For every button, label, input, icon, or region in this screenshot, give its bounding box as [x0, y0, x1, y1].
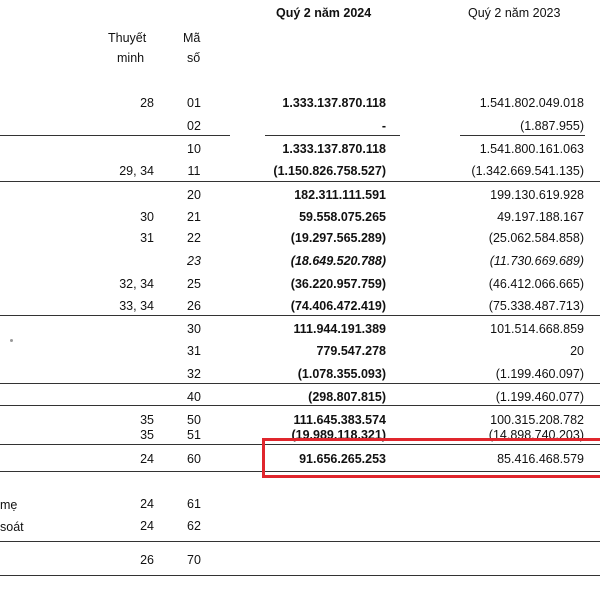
row-value-2023: 20 — [570, 344, 584, 358]
left-fragment-me: mẹ — [0, 498, 18, 512]
row-note: 29, 34 — [119, 164, 154, 178]
table-row — [0, 319, 600, 339]
row-code: 02 — [187, 119, 201, 133]
row-value-2023: 101.514.668.859 — [490, 322, 584, 336]
header-thuyet-minh-line2: minh — [117, 51, 145, 65]
table-row — [0, 364, 600, 384]
table-row — [0, 207, 600, 227]
row-note: 24 — [140, 497, 154, 511]
row-value-2024: 1.333.137.870.118 — [282, 96, 386, 110]
table-row — [0, 116, 600, 136]
row-value-2023: (14.898.740.203) — [488, 428, 584, 442]
row-value-2023: 100.315.208.782 — [490, 413, 584, 427]
row-value-2023: (1.199.460.097) — [495, 367, 584, 381]
table-row — [0, 251, 600, 271]
row-value-2023: 1.541.800.161.063 — [479, 142, 584, 156]
row-value-2024: - — [381, 119, 386, 133]
row-value-2024: 779.547.278 — [316, 344, 386, 358]
row-code: 21 — [187, 210, 201, 224]
row-code: 40 — [187, 390, 201, 404]
row-code: 62 — [187, 519, 201, 533]
row-value-2023: (1.199.460.077) — [495, 390, 584, 404]
row-code: 60 — [187, 452, 201, 466]
row-code: 26 — [187, 299, 201, 313]
subtotal-underline — [265, 135, 400, 136]
row-note: 28 — [140, 96, 154, 110]
divider-line — [0, 135, 230, 136]
divider-line — [0, 383, 600, 384]
header-thuyet-minh-line1: Thuyết — [108, 31, 147, 45]
divider-line — [0, 575, 600, 576]
row-code: 32 — [187, 367, 201, 381]
divider-line — [0, 405, 600, 406]
row-code: 25 — [187, 277, 201, 291]
row-value-2023: (46.412.066.665) — [488, 277, 584, 291]
row-code: 11 — [187, 164, 201, 178]
row-value-2023: 49.197.188.167 — [497, 210, 584, 224]
scan-speck — [10, 339, 13, 342]
table-row — [0, 139, 600, 159]
row-code: 70 — [187, 553, 201, 567]
table-row — [0, 341, 600, 361]
row-code: 20 — [187, 188, 201, 202]
row-value-2023: 85.416.468.579 — [497, 452, 584, 466]
row-note: 30 — [140, 210, 154, 224]
subtotal-underline — [265, 181, 400, 182]
divider-line — [0, 541, 600, 542]
subtotal-underline — [460, 181, 585, 182]
row-note: 26 — [140, 553, 154, 567]
row-code: 30 — [187, 322, 201, 336]
row-note: 35 — [140, 428, 154, 442]
row-value-2024: 182.311.111.591 — [294, 188, 386, 202]
table-row — [0, 274, 600, 294]
row-note: 35 — [140, 413, 154, 427]
row-value-2024: 91.656.265.253 — [299, 452, 386, 466]
row-note: 24 — [140, 452, 154, 466]
highlight-box — [262, 438, 600, 478]
table-row — [0, 387, 600, 407]
header-ma-so-line1: Mã — [183, 31, 201, 45]
row-code: 01 — [187, 96, 201, 110]
row-value-2023: 1.541.802.049.018 — [479, 96, 584, 110]
row-value-2024: (36.220.957.759) — [290, 277, 386, 291]
table-row — [0, 228, 600, 248]
divider-line — [0, 315, 600, 316]
row-value-2024: (19.297.565.289) — [290, 231, 386, 245]
row-value-2023: (1.887.955) — [520, 119, 584, 133]
row-value-2024: (18.649.520.788) — [290, 254, 386, 268]
row-note: 24 — [140, 519, 154, 533]
row-value-2024: (298.807.815) — [308, 390, 386, 404]
row-value-2024: 1.333.137.870.118 — [282, 142, 386, 156]
row-code: 22 — [187, 231, 201, 245]
row-value-2024: (1.150.826.758.527) — [273, 164, 386, 178]
row-value-2024: (74.406.472.419) — [290, 299, 386, 313]
left-fragment-soat: soát — [0, 520, 24, 534]
row-code: 61 — [187, 497, 201, 511]
row-value-2023: (25.062.584.858) — [488, 231, 584, 245]
subtotal-underline — [460, 135, 585, 136]
table-row — [0, 516, 600, 536]
row-note: 33, 34 — [119, 299, 154, 313]
row-value-2023: (11.730.669.689) — [489, 254, 584, 268]
row-value-2023: 199.130.619.928 — [490, 188, 584, 202]
row-value-2024: 111.944.191.389 — [293, 322, 386, 336]
row-value-2024: (19.989.118.321) — [291, 428, 386, 442]
table-row — [0, 93, 600, 113]
row-note: 31 — [140, 231, 154, 245]
row-code: 10 — [187, 142, 201, 156]
column-header-2024: Quý 2 năm 2024 — [276, 6, 372, 20]
row-code: 23 — [187, 254, 201, 268]
row-note: 32, 34 — [119, 277, 154, 291]
row-code: 50 — [187, 413, 201, 427]
table-row — [0, 494, 600, 514]
column-header-2023: Quý 2 năm 2023 — [468, 6, 561, 20]
row-code: 31 — [187, 344, 201, 358]
table-row — [0, 185, 600, 205]
table-row — [0, 296, 600, 316]
row-value-2024: 111.645.383.574 — [293, 413, 386, 427]
row-value-2024: (1.078.355.093) — [297, 367, 386, 381]
table-row — [0, 550, 600, 570]
row-value-2024: 59.558.075.265 — [299, 210, 386, 224]
header-ma-so-line2: số — [187, 51, 201, 65]
table-row — [0, 161, 600, 181]
row-value-2023: (1.342.669.541.135) — [471, 164, 584, 178]
row-value-2023: (75.338.487.713) — [488, 299, 584, 313]
row-code: 51 — [187, 428, 201, 442]
